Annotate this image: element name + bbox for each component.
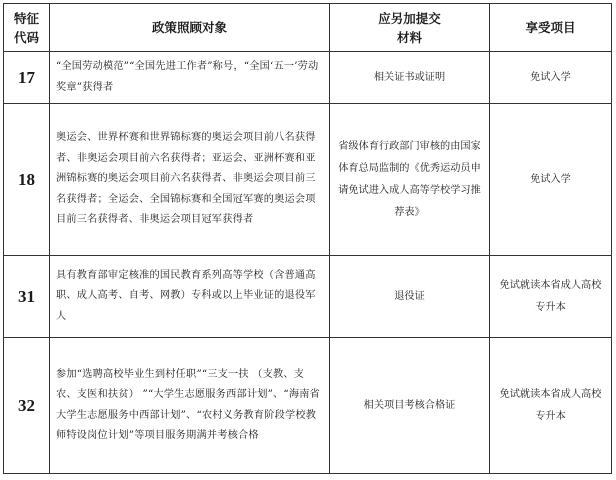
row-material: 相关证书或证明 bbox=[330, 52, 490, 104]
row-target: 具有教育部审定核准的国民教育系列高等学校（含普通高职、成人高考、自考、网教）专科或以上毕业证的退役军人 bbox=[50, 256, 330, 338]
policy-table bbox=[3, 3, 612, 474]
header-target: 政策照顾对象 bbox=[50, 4, 330, 52]
row-code: 18 bbox=[4, 104, 50, 256]
header-code: 特征 代码 bbox=[4, 4, 50, 52]
row-material: 退役证 bbox=[330, 256, 490, 338]
policy-table-container bbox=[3, 3, 612, 474]
row-benefit: 免试入学 bbox=[490, 52, 612, 104]
row-code: 17 bbox=[4, 52, 50, 104]
row-code: 31 bbox=[4, 256, 50, 338]
table-row bbox=[4, 256, 612, 338]
header-row bbox=[4, 4, 612, 52]
row-target: 奥运会、世界杯赛和世界锦标赛的奥运会项目前八名获得者、非奥运会项目前六名获得者；亚运会、亚洲杯赛和亚洲锦标赛的奥运会项目前六名获得者、非奥运会项目前三名获得者；全运会、全国锦标赛和全国冠军赛的奥运会项目前三名获得者、非奥运会项目冠军获得者 bbox=[50, 104, 330, 256]
row-benefit: 免试入学 bbox=[490, 104, 612, 256]
row-code: 32 bbox=[4, 338, 50, 474]
row-material: 相关项目考核合格证 bbox=[330, 338, 490, 474]
header-material: 应另加提交 材料 bbox=[330, 4, 490, 52]
row-material: 省级体育行政部门审核的由国家体育总局监制的《优秀运动员申请免试进入成人高等学校学习推荐表》 bbox=[330, 104, 490, 256]
header-benefit: 享受项目 bbox=[490, 4, 612, 52]
row-target: 参加“选聘高校毕业生到村任职”“三支一扶 （支教、支农、支医和扶贫） ”“大学生志愿服务西部计划”、“海南省大学生志愿服务中西部计划”、“农村义务教育阶段学校教师特设岗位计划”等项目服务期满并考核合格 bbox=[50, 338, 330, 474]
row-benefit: 免试就读本省成人高校专升本 bbox=[490, 338, 612, 474]
row-target: “全国劳动模范”“全国先进工作者”称号，“全国‘五一’劳动奖章”获得者 bbox=[50, 52, 330, 104]
row-benefit: 免试就读本省成人高校专升本 bbox=[490, 256, 612, 338]
table-row bbox=[4, 338, 612, 474]
table-row bbox=[4, 104, 612, 256]
table-row bbox=[4, 52, 612, 104]
